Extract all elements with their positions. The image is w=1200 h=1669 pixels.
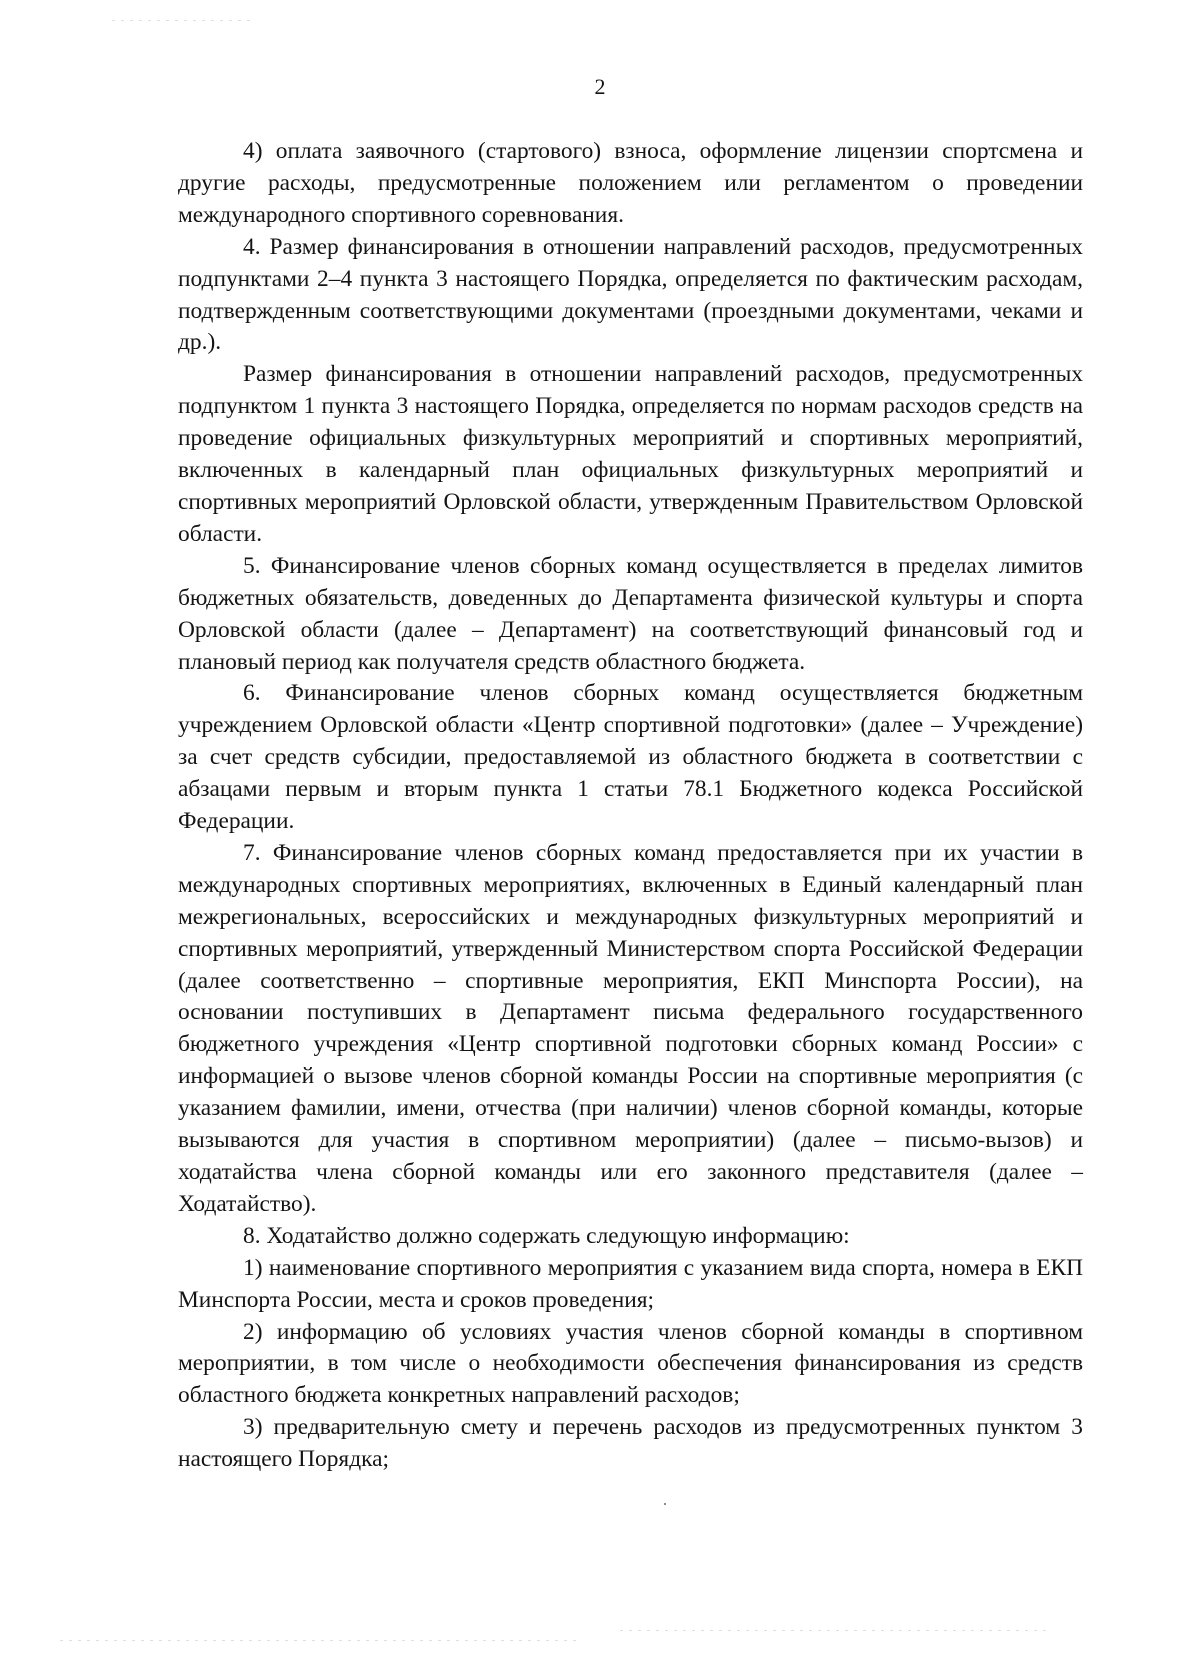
page-number: 2: [594, 74, 606, 99]
paragraph-6-institution: 6. Финансирование членов сборных команд осуществляется бюджетным учреждением Орловской области «Центр спортивной подготовки» (далее – Учреждение) за счет средств субсидии, предоставляемой из областного бюджета в соответствии с абзацами первым и вторым пункта 1 статьи 78.1 Бюджетного кодекса Российской Федерации.: [178, 680, 1083, 835]
paragraph-7-conditions: 7. Финансирование членов сборных команд предоставляется при их участии в международных спортивных мероприятиях, включенных в Единый календарный план межрегиональных, всероссийских и международных физкультурных мероприятий и спортивных мероприятий, утвержденный Министерством спорта Российской Федерации (далее соответственно – спортивные мероприятия, ЕКП Минспорта России), на основании поступивших в Департамент письма федерального государственного бюджетного учреждения «Центр спортивной подготовки сборных команд России» с информацией о вызове членов сборной команды России на спортивные мероприятия (с указанием фамилии, имени, отчества (при наличии) членов сборной команды, которые вызываются для участия в спортивном мероприятии) (далее – письмо-вызов) и ходатайства члена сборной команды или его законного представителя (далее – Ходатайство).: [178, 839, 1083, 1217]
paragraph-8-item-2: 2) информацию об условиях участия членов сборной команды в спортивном мероприятии, в том числе о необходимости обеспечения финансирования из средств областного бюджета конкретных направлений расходов;: [178, 1318, 1083, 1409]
scan-noise-bottom-right: [620, 1630, 1050, 1631]
document-body: [178, 136, 1083, 1476]
scan-noise-bottom-left: [60, 1640, 580, 1641]
paragraph-8-item-1: 1) наименование спортивного мероприятия с указанием вида спорта, номера в ЕКП Минспорта России, места и сроков проведения;: [178, 1254, 1083, 1313]
paragraph-8-petition: 8. Ходатайство должно содержать следующую информацию:: [243, 1222, 850, 1249]
paragraph-8-item-3: 3) предварительную смету и перечень расходов из предусмотренных пунктом 3 настоящего Порядка;: [178, 1414, 1083, 1473]
paragraph-item-4-fee: 4) оплата заявочного (стартового) взноса, оформление лицензии спортсмена и другие расходы, предусмотренные положением или регламентом о проведении международного спортивного соревнования.: [178, 138, 1083, 228]
paragraph-5-budget-limits: 5. Финансирование членов сборных команд осуществляется в пределах лимитов бюджетных обязательств, доведенных до Департамента физической культуры и спорта Орловской области (далее – Департамент) на соответствующий финансовый год и плановый период как получателя средств областного бюджета.: [178, 552, 1083, 675]
paragraph-4-funding-size: 4. Размер финансирования в отношении направлений расходов, предусмотренных подпунктами 2–4 пункта 3 настоящего Порядка, определяется по фактическим расходам, подтвержденным соответствующими документами (проездными документами, чеками и др.).: [178, 233, 1083, 356]
scan-speck: [664, 1503, 666, 1505]
paragraph-funding-norms: Размер финансирования в отношении направлений расходов, предусмотренных подпунктом 1 пункта 3 настоящего Порядка, определяется по нормам расходов средств на проведение официальных физкультурных мероприятий и спортивных мероприятий, включенных в календарный план официальных физкультурных мероприятий и спортивных мероприятий Орловской области, утвержденным Правительством Орловской области.: [178, 361, 1083, 547]
scan-noise-top: [112, 20, 252, 21]
